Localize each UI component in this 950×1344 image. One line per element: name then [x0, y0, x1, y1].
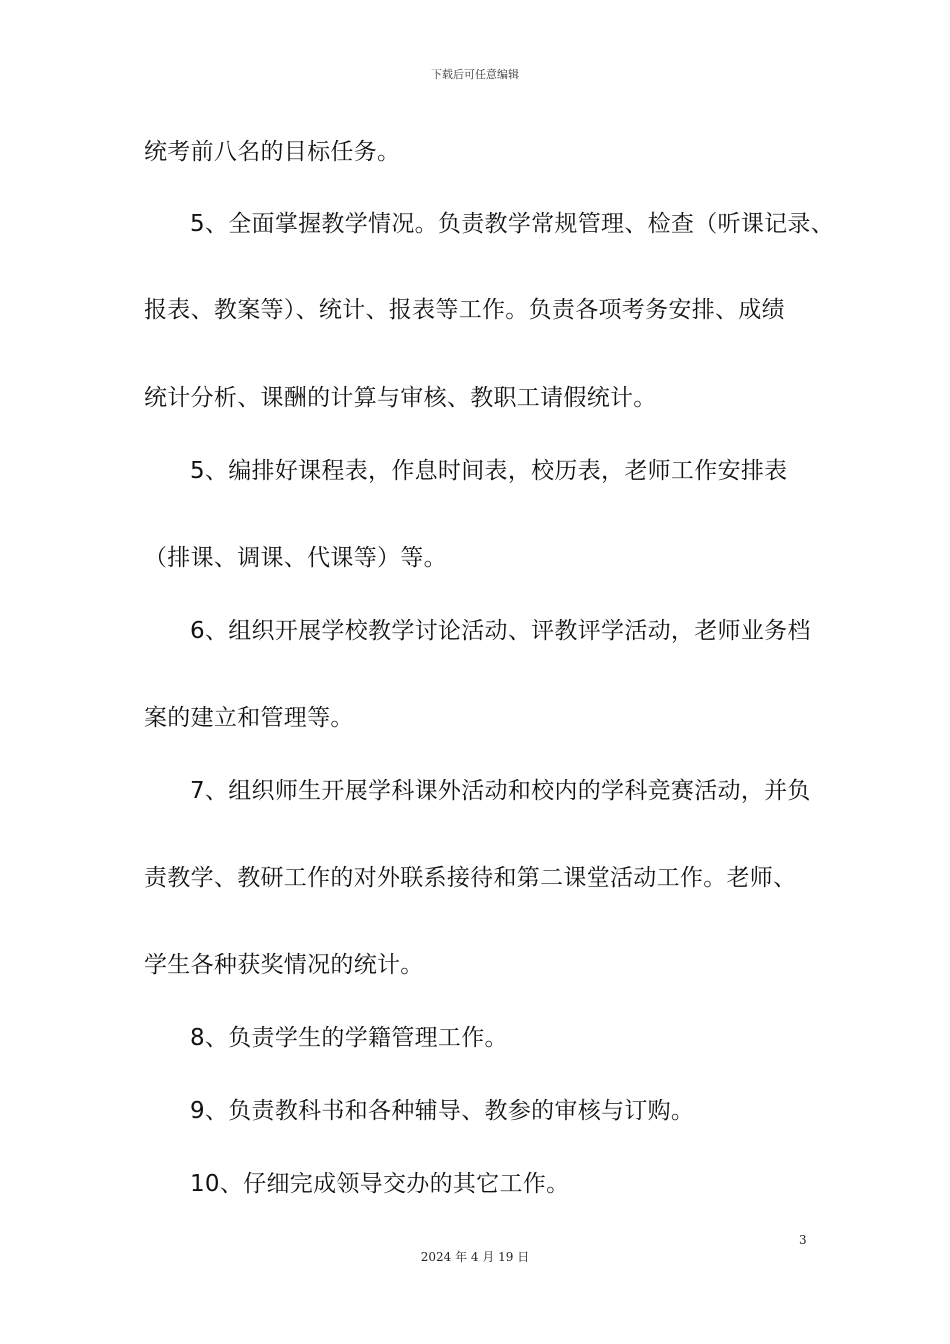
item-5b-line: 5、编排好课程表，作息时间表，校历表，老师工作安排表	[190, 458, 788, 484]
footer-date: 2024 年 4 月 19 日	[420, 1250, 530, 1264]
body-line: （排课、调课、代课等）等。	[144, 545, 447, 571]
body-line: 统考前八名的目标任务。	[144, 139, 401, 165]
body-line: 报表、教案等）、统计、报表等工作。负责各项考务安排、成绩	[144, 297, 785, 323]
item-6-line: 6、组织开展学校教学讨论活动、评教评学活动，老师业务档	[190, 618, 811, 644]
body-line: 责教学、教研工作的对外联系接待和第二课堂活动工作。老师、	[144, 865, 797, 891]
page-number: 3	[799, 1233, 807, 1247]
item-7-line: 7、组织师生开展学科课外活动和校内的学科竞赛活动，并负	[190, 778, 811, 804]
item-10-line: 10、仔细完成领导交办的其它工作。	[190, 1171, 570, 1197]
item-9-line: 9、负责教科书和各种辅导、教参的审核与订购。	[190, 1098, 695, 1124]
body-line: 案的建立和管理等。	[144, 705, 354, 731]
body-line: 统计分析、课酬的计算与审核、教职工请假统计。	[144, 385, 657, 411]
body-line: 学生各种获奖情况的统计。	[144, 952, 424, 978]
header-note: 下载后可任意编辑	[431, 68, 519, 81]
item-5a-line: 5、全面掌握教学情况。负责教学常规管理、检查（听课记录、	[190, 211, 835, 237]
item-8-line: 8、负责学生的学籍管理工作。	[190, 1025, 508, 1051]
